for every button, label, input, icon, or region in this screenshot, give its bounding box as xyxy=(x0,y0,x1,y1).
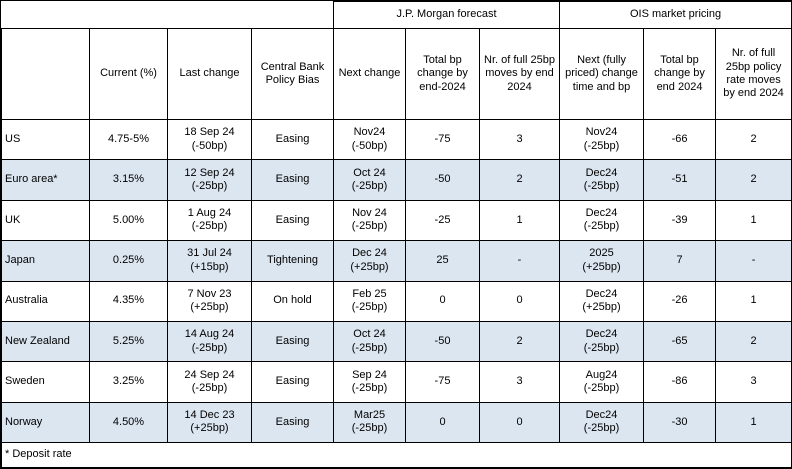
cell-next-change xyxy=(334,402,406,442)
cell-total-bp-2024: -50 xyxy=(406,160,480,200)
table-row xyxy=(2,200,792,240)
cell-next-change xyxy=(334,200,406,240)
cell-last-change-bp: (-25bp) xyxy=(191,341,228,354)
cell-last-change-bp: (-25bp) xyxy=(191,381,228,394)
column-header-ois-total-bp: Total bp change by end 2024 xyxy=(644,29,716,120)
cell-next-change-date: Mar25 xyxy=(353,408,386,421)
cell-next-change-bp: (-50bp) xyxy=(351,139,388,152)
cell-next-change-date: Oct 24 xyxy=(353,166,386,179)
cell-last-change-date: 14 Aug 24 xyxy=(184,328,235,341)
cell-last-change-date: 31 Jul 24 xyxy=(187,247,232,260)
table-row xyxy=(2,281,792,321)
cell-next-change xyxy=(334,281,406,321)
cell-last-change xyxy=(168,241,252,281)
cell-total-bp-2024: 0 xyxy=(406,281,480,321)
cell-nr-moves-2024: 2 xyxy=(480,160,560,200)
cell-ois-next-change xyxy=(560,321,644,361)
cell-current: 0.25% xyxy=(90,241,168,281)
cell-ois-total-bp: -26 xyxy=(644,281,716,321)
cell-last-change-date: 1 Aug 24 xyxy=(187,207,232,220)
cell-next-change-date: Feb 25 xyxy=(352,287,387,300)
cell-current: 5.25% xyxy=(90,321,168,361)
group-header-blank xyxy=(2,2,334,29)
table-row xyxy=(2,160,792,200)
row-label: Japan xyxy=(2,241,90,281)
cell-ois-next-date: Dec24 xyxy=(585,287,618,300)
cell-next-change-bp: (-25bp) xyxy=(351,220,388,233)
cell-last-change xyxy=(168,120,252,160)
cell-policy-bias: Easing xyxy=(252,160,334,200)
cell-next-change-bp: (+25bp) xyxy=(350,260,389,273)
cell-last-change xyxy=(168,200,252,240)
cell-last-change-bp: (+25bp) xyxy=(190,301,229,314)
column-header-current: Current (%) xyxy=(90,29,168,120)
cell-current: 4.50% xyxy=(90,402,168,442)
cell-ois-nr-moves: 1 xyxy=(716,281,792,321)
cell-ois-nr-moves: 2 xyxy=(716,120,792,160)
cell-nr-moves-2024: 1 xyxy=(480,200,560,240)
cell-next-change xyxy=(334,321,406,361)
cell-last-change-date: 7 Nov 23 xyxy=(187,287,232,300)
column-header-country xyxy=(2,29,90,120)
cell-last-change-date: 14 Dec 23 xyxy=(184,408,235,421)
cell-next-change-date: Sep 24 xyxy=(352,368,387,381)
cell-ois-nr-moves: 2 xyxy=(716,160,792,200)
footnote-row xyxy=(2,443,792,468)
table-row xyxy=(2,402,792,442)
cell-ois-total-bp: -39 xyxy=(644,200,716,240)
cell-next-change-bp: (-25bp) xyxy=(351,180,388,193)
row-label: Australia xyxy=(2,281,90,321)
cell-ois-next-bp: (+25bp) xyxy=(582,260,621,273)
row-label: New Zealand xyxy=(2,321,90,361)
group-header-row xyxy=(2,2,792,29)
cell-last-change xyxy=(168,281,252,321)
cell-policy-bias: Easing xyxy=(252,402,334,442)
group-header-jpm: J.P. Morgan forecast xyxy=(334,2,560,29)
cell-next-change-bp: (-25bp) xyxy=(351,341,388,354)
cell-ois-next-change xyxy=(560,402,644,442)
cell-policy-bias: Easing xyxy=(252,321,334,361)
cell-policy-bias: Easing xyxy=(252,362,334,402)
cell-nr-moves-2024: 3 xyxy=(480,120,560,160)
cell-ois-next-date: Dec24 xyxy=(585,207,618,220)
cell-ois-nr-moves: 1 xyxy=(716,200,792,240)
cell-next-change-date: Dec 24 xyxy=(352,247,387,260)
cell-ois-next-date: Dec24 xyxy=(585,328,618,341)
row-label: Norway xyxy=(2,402,90,442)
cell-current: 3.15% xyxy=(90,160,168,200)
table-row xyxy=(2,362,792,402)
cell-policy-bias: Easing xyxy=(252,200,334,240)
cell-ois-next-date: Dec24 xyxy=(585,408,618,421)
table-row xyxy=(2,241,792,281)
cell-ois-nr-moves: 3 xyxy=(716,362,792,402)
cell-last-change-bp: (-50bp) xyxy=(191,139,228,152)
central-bank-policy-table xyxy=(1,1,792,468)
cell-ois-next-date: Nov24 xyxy=(585,126,618,139)
cell-ois-next-change xyxy=(560,281,644,321)
cell-current: 5.00% xyxy=(90,200,168,240)
cell-ois-next-date: 2025 xyxy=(589,247,614,260)
cell-next-change xyxy=(334,241,406,281)
cell-ois-total-bp: -30 xyxy=(644,402,716,442)
column-header-nr-moves-2024: Nr. of full 25bp moves by end 2024 xyxy=(480,29,560,120)
cell-last-change-bp: (-25bp) xyxy=(191,180,228,193)
cell-next-change xyxy=(334,120,406,160)
cell-next-change xyxy=(334,160,406,200)
cell-total-bp-2024: -75 xyxy=(406,120,480,160)
cell-next-change-date: Nov24 xyxy=(353,126,386,139)
cell-ois-next-bp: (-25bp) xyxy=(583,381,620,394)
cell-current: 3.25% xyxy=(90,362,168,402)
cell-ois-next-bp: (-25bp) xyxy=(583,180,620,193)
cell-ois-next-change xyxy=(560,200,644,240)
cell-total-bp-2024: -50 xyxy=(406,321,480,361)
cell-last-change xyxy=(168,362,252,402)
cell-last-change xyxy=(168,160,252,200)
cell-policy-bias: Tightening xyxy=(252,241,334,281)
cell-next-change-date: Nov 24 xyxy=(352,207,387,220)
column-header-ois-nr-moves: Nr. of full 25bp policy rate moves by end 2024 xyxy=(716,29,792,120)
cell-policy-bias: On hold xyxy=(252,281,334,321)
cell-ois-next-bp: (-25bp) xyxy=(583,139,620,152)
cell-ois-next-change xyxy=(560,362,644,402)
cell-nr-moves-2024: 0 xyxy=(480,281,560,321)
cell-last-change-date: 24 Sep 24 xyxy=(184,368,235,381)
cell-last-change xyxy=(168,402,252,442)
cell-nr-moves-2024: 0 xyxy=(480,402,560,442)
cell-ois-next-bp: (+25bp) xyxy=(582,301,621,314)
cell-ois-total-bp: -66 xyxy=(644,120,716,160)
cell-ois-next-bp: (-25bp) xyxy=(583,341,620,354)
column-header-policy-bias: Central Bank Policy Bias xyxy=(252,29,334,120)
column-header-total-bp-2024: Total bp change by end-2024 xyxy=(406,29,480,120)
cell-nr-moves-2024: - xyxy=(480,241,560,281)
cell-ois-total-bp: -86 xyxy=(644,362,716,402)
group-header-ois: OIS market pricing xyxy=(560,2,792,29)
cell-ois-next-change xyxy=(560,160,644,200)
cell-ois-next-date: Aug24 xyxy=(585,368,618,381)
cell-ois-next-date: Dec24 xyxy=(585,166,618,179)
cell-next-change-bp: (-25bp) xyxy=(351,301,388,314)
cell-ois-nr-moves: 1 xyxy=(716,402,792,442)
cell-policy-bias: Easing xyxy=(252,120,334,160)
cell-last-change-bp: (+15bp) xyxy=(190,260,229,273)
cell-last-change-date: 12 Sep 24 xyxy=(184,166,235,179)
cell-next-change-bp: (-25bp) xyxy=(351,381,388,394)
cell-last-change-date: 18 Sep 24 xyxy=(184,126,235,139)
cell-next-change-date: Oct 24 xyxy=(353,328,386,341)
row-label: US xyxy=(2,120,90,160)
column-header-row xyxy=(2,29,792,120)
cell-ois-next-change xyxy=(560,241,644,281)
cell-current: 4.35% xyxy=(90,281,168,321)
cell-current: 4.75-5% xyxy=(90,120,168,160)
cell-nr-moves-2024: 2 xyxy=(480,321,560,361)
cell-ois-next-bp: (-25bp) xyxy=(583,220,620,233)
cell-ois-total-bp: -65 xyxy=(644,321,716,361)
cell-total-bp-2024: 25 xyxy=(406,241,480,281)
cell-ois-next-change xyxy=(560,120,644,160)
column-header-ois-next-change: Next (fully priced) change time and bp xyxy=(560,29,644,120)
table-row xyxy=(2,120,792,160)
cell-total-bp-2024: -75 xyxy=(406,362,480,402)
cell-next-change-bp: (-25bp) xyxy=(351,422,388,435)
footnote-text: * Deposit rate xyxy=(2,443,792,468)
cell-ois-total-bp: 7 xyxy=(644,241,716,281)
cell-last-change-bp: (-25bp) xyxy=(191,220,228,233)
table-body xyxy=(2,120,792,468)
cell-ois-total-bp: -51 xyxy=(644,160,716,200)
cell-last-change xyxy=(168,321,252,361)
cell-last-change-bp: (+25bp) xyxy=(190,422,229,435)
table-row xyxy=(2,321,792,361)
column-header-next-change: Next change xyxy=(334,29,406,120)
cell-ois-next-bp: (-25bp) xyxy=(583,422,620,435)
cell-ois-nr-moves: - xyxy=(716,241,792,281)
cell-nr-moves-2024: 3 xyxy=(480,362,560,402)
cell-next-change xyxy=(334,362,406,402)
cell-ois-nr-moves: 2 xyxy=(716,321,792,361)
cell-total-bp-2024: 0 xyxy=(406,402,480,442)
cell-total-bp-2024: -25 xyxy=(406,200,480,240)
row-label: Euro area* xyxy=(2,160,90,200)
column-header-last-change: Last change xyxy=(168,29,252,120)
row-label: Sweden xyxy=(2,362,90,402)
row-label: UK xyxy=(2,200,90,240)
